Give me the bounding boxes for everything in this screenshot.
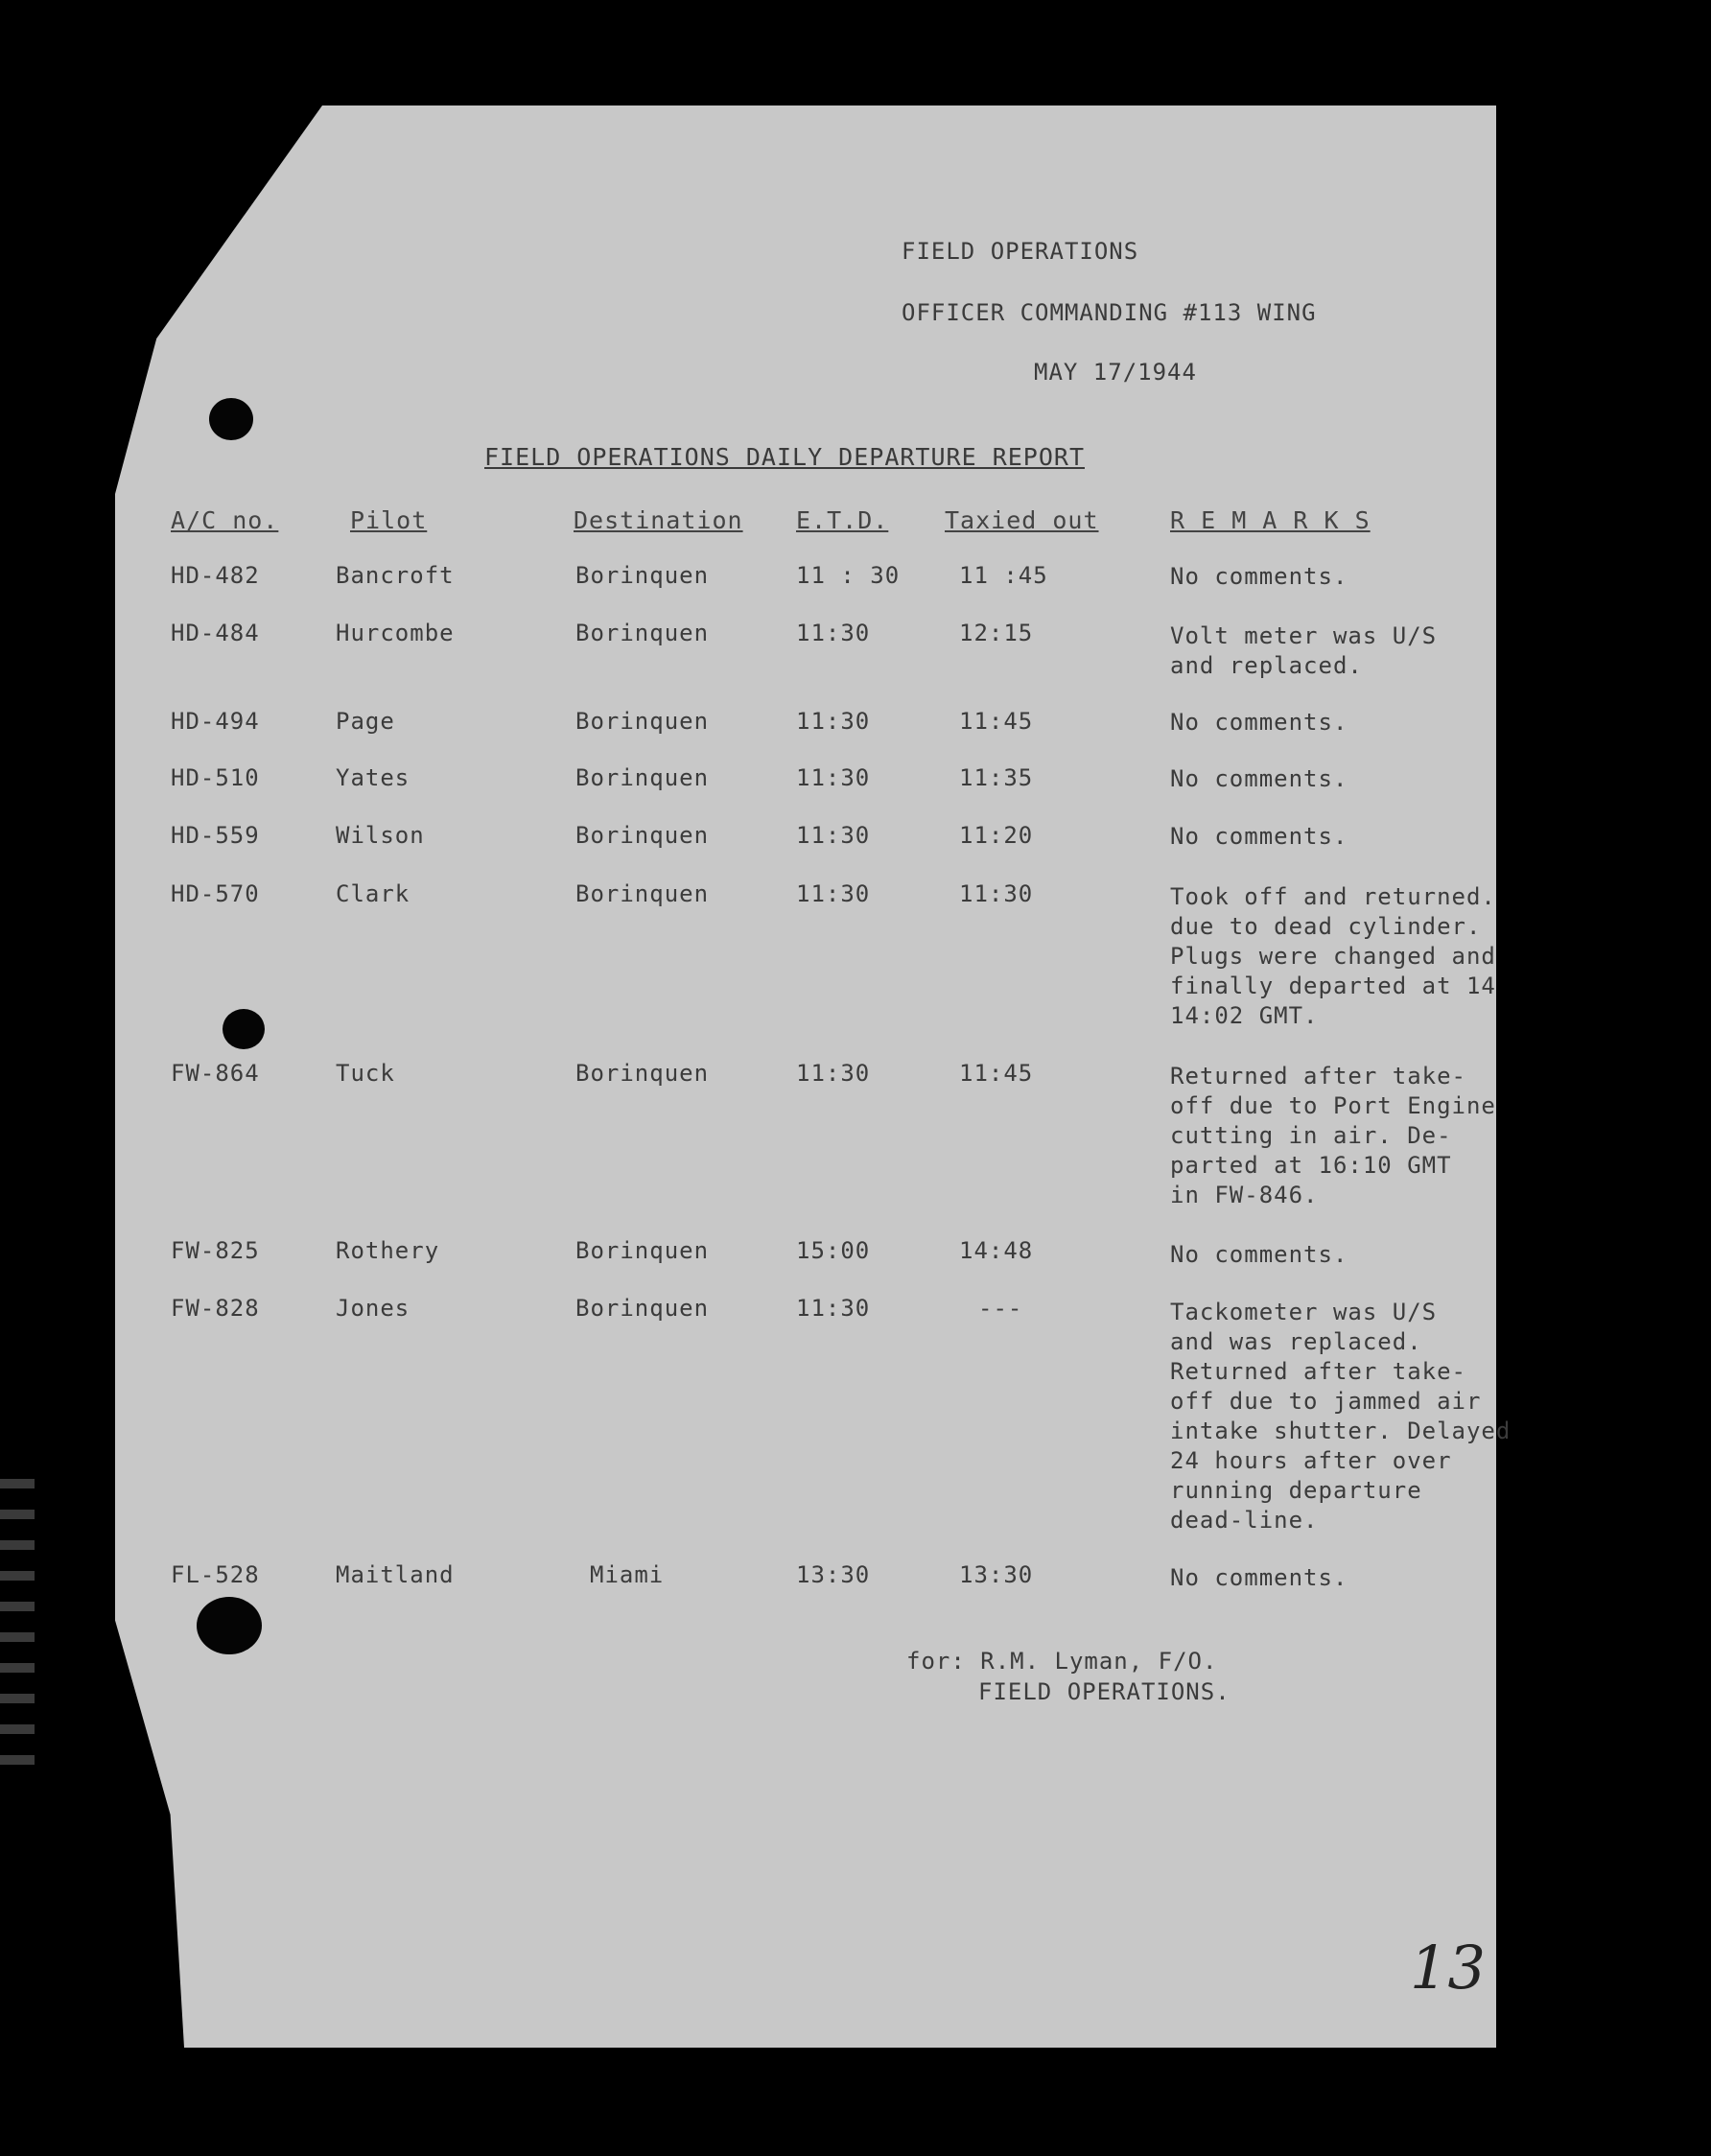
cell-pilot: Page [336,708,395,735]
cell-destination: Borinquen [575,1237,710,1264]
cell-pilot: Hurcombe [336,620,455,646]
cell-taxied-out: 11 :45 [959,562,1048,589]
punch-hole [223,1009,265,1049]
signature-line-1: for: R.M. Lyman, F/O. [906,1648,1218,1675]
cell-destination: Borinquen [575,620,710,646]
cell-taxied-out: 11:45 [959,708,1034,735]
cell-remarks: No comments. [1170,765,1348,792]
cell-remarks: Took off and returned. due to dead cylinder. Plugs were changed and finally departed at 14 14:02 GMT. [1170,883,1496,1029]
cell-ac: HD-559 [171,822,260,849]
col-header-pilot: Pilot [350,506,428,534]
cell-remarks: Returned after take- off due to Port Engine cutting in air. De- parted at 16:10 GMT in FW-846. [1170,1063,1496,1208]
cell-ac: HD-494 [171,708,260,735]
header-field-operations: FIELD OPERATIONS [902,238,1139,265]
cell-etd: 11:30 [796,764,871,791]
cell-destination: Borinquen [575,562,710,589]
cell-ac: FW-828 [171,1295,260,1322]
cell-taxied-out: 11:35 [959,764,1034,791]
cell-destination: Miami [590,1561,665,1588]
cell-ac: HD-482 [171,562,260,589]
col-header-ac: A/C no. [171,506,279,534]
cell-ac: FW-864 [171,1060,260,1087]
cell-remarks: Volt meter was U/S and replaced. [1170,622,1438,679]
handwritten-page-number: 13 [1410,1933,1486,2003]
punch-hole [209,398,253,440]
cell-taxied-out: 14:48 [959,1237,1034,1264]
header-officer-commanding: OFFICER COMMANDING #113 WING [902,299,1317,326]
cell-ac: FW-825 [171,1237,260,1264]
col-header-destination: Destination [574,506,743,534]
cell-taxied-out: 11:20 [959,822,1034,849]
cell-etd: 15:00 [796,1237,871,1264]
cell-etd: 11:30 [796,708,871,735]
cell-remarks: No comments. [1170,709,1348,736]
cell-pilot: Rothery [336,1237,440,1264]
cell-remarks: Tackometer was U/S and was replaced. Returned after take- off due to jammed air intake shutter. Delayed 24 hours after over running departure dead-line. [1170,1299,1512,1534]
report-title: FIELD OPERATIONS DAILY DEPARTURE REPORT [484,443,1085,471]
cell-destination: Borinquen [575,1060,710,1087]
cell-taxied-out: 11:30 [959,880,1034,907]
cell-etd: 11:30 [796,822,871,849]
cell-pilot: Bancroft [336,562,455,589]
col-header-taxied-out: Taxied out [945,506,1099,534]
cell-etd: 11:30 [796,880,871,907]
cell-ac: HD-510 [171,764,260,791]
cell-etd: 11:30 [796,620,871,646]
cell-destination: Borinquen [575,764,710,791]
cell-pilot: Jones [336,1295,410,1322]
cell-etd: 13:30 [796,1561,871,1588]
cell-remarks: No comments. [1170,1241,1348,1268]
cell-pilot: Maitland [336,1561,455,1588]
scanner-edge-marks [0,1458,35,1995]
punch-hole [197,1597,262,1654]
cell-destination: Borinquen [575,880,710,907]
cell-pilot: Clark [336,880,410,907]
cell-etd: 11:30 [796,1295,871,1322]
cell-taxied-out: 12:15 [959,620,1034,646]
cell-ac: HD-570 [171,880,260,907]
col-header-remarks: R E M A R K S [1170,506,1371,534]
cell-destination: Borinquen [575,708,710,735]
cell-pilot: Tuck [336,1060,395,1087]
cell-ac: FL-528 [171,1561,260,1588]
cell-remarks: No comments. [1170,563,1348,590]
header-date: MAY 17/1944 [1034,359,1197,386]
cell-etd: 11:30 [796,1060,871,1087]
cell-destination: Borinquen [575,822,710,849]
cell-etd: 11 : 30 [796,562,901,589]
cell-remarks: No comments. [1170,1564,1348,1591]
cell-ac: HD-484 [171,620,260,646]
cell-taxied-out: 11:45 [959,1060,1034,1087]
cell-pilot: Wilson [336,822,425,849]
cell-pilot: Yates [336,764,410,791]
signature-line-2: FIELD OPERATIONS. [978,1678,1231,1705]
cell-taxied-out: --- [978,1295,1023,1322]
cell-remarks: No comments. [1170,823,1348,850]
cell-destination: Borinquen [575,1295,710,1322]
cell-taxied-out: 13:30 [959,1561,1034,1588]
col-header-etd: E.T.D. [796,506,889,534]
